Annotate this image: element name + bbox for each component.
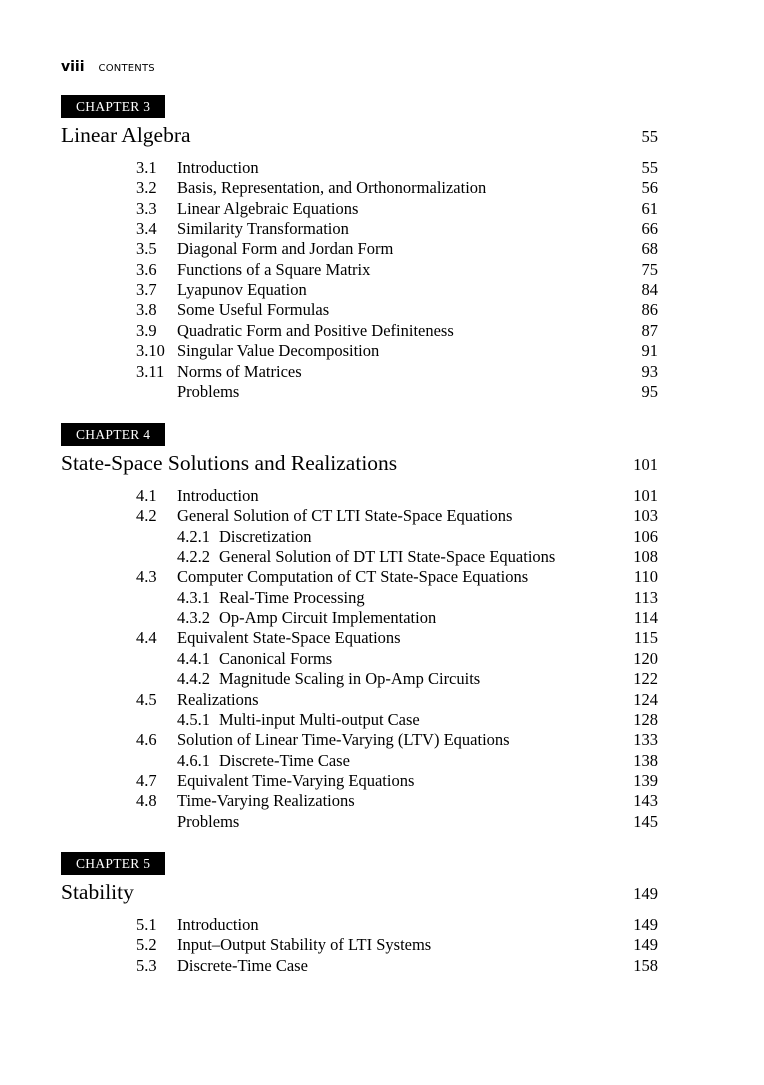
entry-page-number: 110 [633,567,658,587]
section-number: 3.5 [136,239,157,259]
toc-subsection-entry[interactable] [0,669,764,689]
section-title: Introduction [177,486,259,505]
section-number: 4.3 [136,567,157,587]
section-title: General Solution of CT LTI State-Space Equations [177,506,513,526]
entry-page-number: 143 [633,791,658,811]
section-title: Quadratic Form and Positive Definiteness [177,320,454,340]
toc-subsection-entry[interactable] [0,588,764,608]
toc-subsection-entry[interactable] [0,527,764,547]
toc-section-entry[interactable] [0,178,764,198]
section-title: Time-Varying Realizations [177,791,355,811]
section-title: Basis, Representation, and Orthonormalization [177,178,487,198]
section-title: Solution of Linear Time-Varying (LTV) Equations [177,730,510,750]
section-title: Diagonal Form and Jordan Form [177,239,394,259]
toc-section-entry[interactable] [0,567,764,587]
toc-section-entry[interactable] [0,199,764,219]
entry-page-number: 115 [633,628,658,648]
toc-section-entry[interactable] [0,506,764,526]
entry-page-number: 138 [633,750,658,770]
subsection-number: 4.5.1 [177,709,210,729]
section-number: 3.7 [136,280,157,300]
entry-page-number: 87 [641,320,658,340]
toc-subsection-entry[interactable] [0,608,764,628]
toc-section-entry[interactable] [0,260,764,280]
section-title: Input–Output Stability of LTI Systems [177,935,432,955]
toc-section-entry[interactable] [0,382,764,402]
section-title: Similarity Transformation [177,219,349,239]
page-header [61,58,155,76]
section-title: Lyapunov Equation [177,280,307,300]
section-number: 4.2 [136,506,157,526]
toc-subsection-entry[interactable] [0,649,764,669]
toc-section-entry[interactable] [0,239,764,259]
section-number: 5.3 [136,955,157,975]
toc-section-entry[interactable] [0,486,764,506]
section-title: Linear Algebraic Equations [177,198,359,218]
subsection-number: 4.3.2 [177,608,210,628]
chapter-page-number: 55 [641,127,658,146]
toc-subsection-entry[interactable] [0,751,764,771]
toc-section-entry[interactable] [0,628,764,648]
section-number: 3.10 [136,341,165,361]
chapter-tag: CHAPTER 4 [61,423,165,446]
entry-page-number: 66 [641,219,658,239]
section-title: Discrete-Time Case [177,955,308,975]
chapter-title-row[interactable] [61,880,658,906]
toc-section-entry[interactable] [0,341,764,361]
section-title: Norms of Matrices [177,361,302,381]
entry-page-number: 55 [641,158,658,177]
toc-section-entry[interactable] [0,915,764,935]
section-number: 3.1 [136,158,157,177]
subsection-title: Canonical Forms [219,648,333,668]
section-number: 3.9 [136,320,157,340]
section-title: Some Useful Formulas [177,300,330,320]
section-number: 3.3 [136,198,157,218]
entry-page-number: 158 [633,955,658,975]
entry-page-number: 122 [633,669,658,689]
section-number: 3.4 [136,219,157,239]
subsection-number: 4.6.1 [177,750,210,770]
entry-page-number: 139 [633,770,658,790]
entry-page-number: 91 [641,341,658,361]
section-number: 4.1 [136,486,157,505]
toc-section-entry[interactable] [0,935,764,955]
section-number: 4.5 [136,689,157,709]
entry-page-number: 128 [633,709,658,729]
subsection-title: Discretization [219,526,312,546]
entry-page-number: 145 [633,811,658,831]
entry-page-number: 56 [641,178,658,198]
entry-page-number: 108 [633,547,658,567]
toc-section-entry[interactable] [0,791,764,811]
entry-page-number: 93 [641,361,658,381]
chapter-title: Linear Algebra [61,123,191,147]
section-number: 4.6 [136,730,157,750]
entry-page-number: 84 [641,280,658,300]
entry-page-number: 113 [633,587,658,607]
section-number: 5.2 [136,935,157,955]
section-title: Problems [177,811,240,831]
toc-section-entry[interactable] [0,956,764,976]
entry-page-number: 61 [641,198,658,218]
entry-page-number: 103 [633,506,658,526]
entry-page-number: 114 [633,608,658,628]
section-title: Introduction [177,158,259,177]
section-number: 3.6 [136,259,157,279]
toc-section-entry[interactable] [0,812,764,832]
section-title: Functions of a Square Matrix [177,259,371,279]
subsection-title: Op-Amp Circuit Implementation [219,608,437,628]
section-title: Computer Computation of CT State-Space Equations [177,567,529,587]
chapter-tag: CHAPTER 5 [61,852,165,875]
chapter-tag: CHAPTER 3 [61,95,165,118]
section-number: 4.4 [136,628,157,648]
chapter-title: Stability [61,880,134,904]
subsection-number: 4.4.1 [177,648,210,668]
subsection-title: Multi-input Multi-output Case [219,709,420,729]
entry-page-number: 75 [641,259,658,279]
running-title: CONTENTS [98,63,155,74]
toc-section-entry[interactable] [0,690,764,710]
section-title: Equivalent Time-Varying Equations [177,770,415,790]
subsection-title: General Solution of DT LTI State-Space Equations [219,547,556,567]
chapter-title-row[interactable] [61,451,658,477]
toc-subsection-entry[interactable] [0,547,764,567]
subsection-title: Magnitude Scaling in Op-Amp Circuits [219,669,481,689]
entry-page-number: 149 [633,915,658,934]
subsection-number: 4.3.1 [177,587,210,607]
entry-page-number: 149 [633,935,658,955]
section-title: Singular Value Decomposition [177,341,380,361]
entry-page-number: 86 [641,300,658,320]
subsection-number: 4.2.1 [177,526,210,546]
section-number: 3.11 [136,361,165,381]
subsection-number: 4.2.2 [177,547,210,567]
toc-section-entry[interactable] [0,219,764,239]
chapter-page-number: 149 [633,884,658,903]
subsection-title: Discrete-Time Case [219,750,350,770]
section-title: Problems [177,381,240,401]
toc-section-entry[interactable] [0,730,764,750]
chapter-page-number: 101 [633,455,658,474]
toc-section-entry[interactable] [0,280,764,300]
chapter-title-row[interactable] [61,123,658,149]
toc-subsection-entry[interactable] [0,710,764,730]
section-number: 5.1 [136,915,157,934]
entry-page-number: 101 [633,486,658,505]
section-number: 4.8 [136,791,157,811]
toc-section-entry[interactable] [0,158,764,178]
entry-page-number: 95 [641,381,658,401]
entry-page-number: 120 [633,648,658,668]
entry-page-number: 106 [633,526,658,546]
entry-page-number: 68 [641,239,658,259]
toc-section-entry[interactable] [0,300,764,320]
toc-section-entry[interactable] [0,362,764,382]
section-number: 3.8 [136,300,157,320]
section-title: Introduction [177,915,259,934]
section-title: Realizations [177,689,259,709]
toc-section-entry[interactable] [0,771,764,791]
subsection-title: Real-Time Processing [219,587,365,607]
subsection-number: 4.4.2 [177,669,210,689]
section-title: Equivalent State-Space Equations [177,628,401,648]
entry-page-number: 133 [633,730,658,750]
entry-page-number: 124 [633,689,658,709]
section-number: 4.7 [136,770,157,790]
section-number: 3.2 [136,178,157,198]
toc-section-entry[interactable] [0,321,764,341]
chapter-title: State-Space Solutions and Realizations [61,451,398,475]
page-folio: viii [61,59,85,75]
